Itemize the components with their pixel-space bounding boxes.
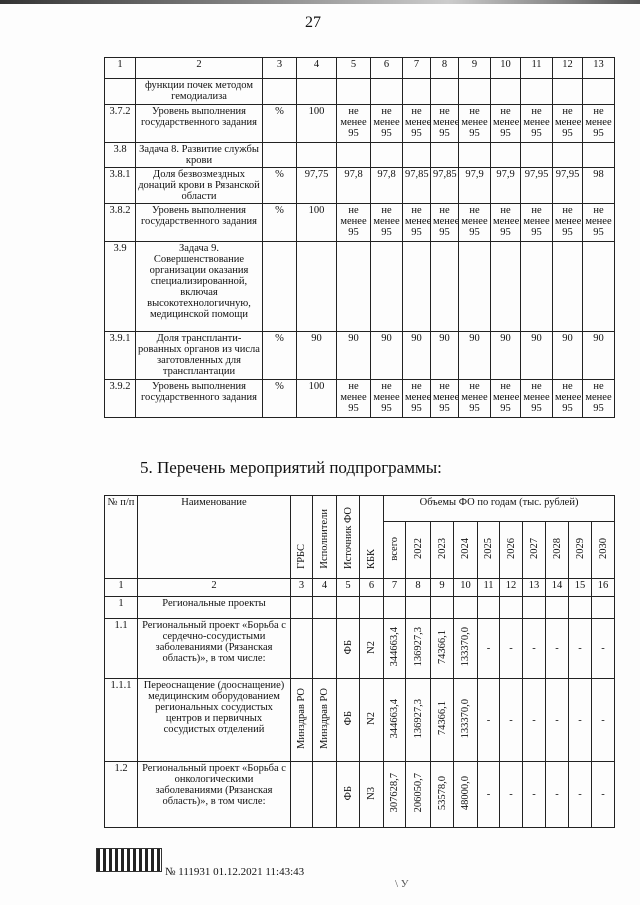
table-cell: - [478, 619, 500, 679]
table-cell: 98 [583, 168, 615, 204]
column-number: 6 [360, 579, 384, 597]
table-cell [263, 79, 297, 105]
table-cell: 3.9.1 [105, 332, 136, 380]
table-cell [371, 143, 403, 168]
table-cell: ФБ [342, 785, 354, 801]
column-number: 3 [263, 58, 297, 79]
column-numbers-row [105, 579, 615, 597]
table-cell: 1 [105, 597, 138, 619]
activity-name: Региональный проект «Борьба с сердечно-сосудистыми заболеваниями (Рязанская область)», в том числе: [138, 619, 291, 679]
table-cell: ФБ [342, 639, 354, 655]
table-cell [431, 597, 454, 619]
table-cell: 90 [459, 332, 491, 380]
column-number: 13 [583, 58, 615, 79]
year-header: 2022 [412, 538, 424, 559]
column-number: 4 [297, 58, 337, 79]
activity-name: Региональные проекты [138, 597, 291, 619]
column-number: 7 [403, 58, 431, 79]
table-cell [371, 242, 403, 332]
table-cell [337, 597, 360, 619]
year-header: 2023 [436, 538, 448, 559]
table-cell: % [263, 332, 297, 380]
table-cell: - [478, 762, 500, 828]
table-cell: N2 [366, 640, 377, 654]
table-cell [337, 143, 371, 168]
table-cell: не менее 95 [337, 380, 371, 418]
column-number: 14 [546, 579, 569, 597]
table-cell: не менее 95 [521, 204, 553, 242]
table-cell: не менее 95 [553, 204, 583, 242]
table-cell [569, 597, 592, 619]
table-cell: 97,95 [521, 168, 553, 204]
table-cell: не менее 95 [459, 380, 491, 418]
table-cell [313, 597, 337, 619]
table-cell [297, 242, 337, 332]
table-cell: не менее 95 [459, 204, 491, 242]
column-number: 5 [337, 579, 360, 597]
table-cell [459, 79, 491, 105]
table-cell: не менее 95 [431, 105, 459, 143]
column-number: 6 [371, 58, 403, 79]
table-cell [454, 597, 478, 619]
table-cell: не менее 95 [553, 380, 583, 418]
table-cell: - [478, 679, 500, 762]
table-cell [291, 762, 313, 828]
table-cell: 74366,1 [436, 701, 448, 736]
table-cell: 90 [583, 332, 615, 380]
table-cell: ФБ [342, 711, 354, 726]
year-header: 2029 [574, 538, 586, 559]
column-number: 3 [291, 579, 313, 597]
indicator-name: Задача 9. Совершенствование организации оказания специализированной, включая высокотехнологичную, медицинской помощи [136, 242, 263, 332]
table-cell [263, 143, 297, 168]
table-cell: не менее 95 [431, 204, 459, 242]
column-number: 10 [491, 58, 521, 79]
year-header: 2025 [483, 538, 494, 559]
column-number: 5 [337, 58, 371, 79]
column-number: 9 [459, 58, 491, 79]
table-row [105, 204, 615, 242]
table-cell: - [569, 619, 592, 679]
table-cell: не менее 95 [521, 380, 553, 418]
page-number: 27 [305, 14, 321, 31]
table-cell: % [263, 204, 297, 242]
table-cell [313, 619, 337, 679]
table-cell [403, 79, 431, 105]
table-cell: Минздрав РО [319, 688, 330, 749]
table-cell [431, 143, 459, 168]
header-number: № п/п [105, 496, 138, 579]
table-cell: не менее 95 [583, 204, 615, 242]
table-cell [583, 143, 615, 168]
column-number: 1 [105, 58, 136, 79]
table-cell: Минздрав РО [296, 688, 307, 749]
column-number: 10 [454, 579, 478, 597]
table-cell: - [569, 762, 592, 828]
table-row [105, 168, 615, 204]
table-cell: N3 [366, 786, 377, 800]
table-cell: 3.9 [105, 242, 136, 332]
table-cell: не менее 95 [521, 105, 553, 143]
table-cell [360, 597, 384, 619]
table-cell: 90 [431, 332, 459, 380]
indicator-name: функции почек методом гемодиализа [136, 79, 263, 105]
table-cell: 3.8.2 [105, 204, 136, 242]
table-cell [403, 143, 431, 168]
table-cell: 97,9 [459, 168, 491, 204]
year-header: 2028 [551, 538, 563, 559]
table-cell: не менее 95 [403, 105, 431, 143]
table-row [105, 332, 615, 380]
year-header: 2027 [528, 538, 540, 559]
table-cell: - [592, 619, 615, 679]
table-cell: 3.9.2 [105, 380, 136, 418]
table-cell [337, 242, 371, 332]
table-cell [478, 597, 500, 619]
table-cell [553, 143, 583, 168]
header-volumes: Объемы ФО по годам (тыс. рублей) [384, 496, 615, 522]
table-cell: 1.1 [105, 619, 138, 679]
header-name: Наименование [138, 496, 291, 579]
table-cell [459, 242, 491, 332]
year-header: всего [389, 536, 400, 561]
table-cell [523, 597, 546, 619]
table-row [105, 79, 615, 105]
table-cell: 206050,7 [412, 773, 424, 813]
column-number: 15 [569, 579, 592, 597]
table-cell [521, 79, 553, 105]
table-row [105, 242, 615, 332]
table-cell: - [546, 679, 569, 762]
column-number: 8 [406, 579, 431, 597]
year-header: 2026 [505, 538, 517, 559]
table-cell [583, 79, 615, 105]
table-cell: 307628,7 [389, 773, 400, 813]
activity-name: Переоснащение (дооснащение) медицинским оборудованием региональных сосудистых центров и первичных сосудистых отделений [138, 679, 291, 762]
table-row [105, 679, 615, 762]
table-cell: 90 [521, 332, 553, 380]
table-cell: не менее 95 [459, 105, 491, 143]
header-executors: Исполнители [319, 509, 330, 569]
table-cell [431, 79, 459, 105]
table-cell: - [546, 762, 569, 828]
table-cell [297, 143, 337, 168]
table-cell [459, 143, 491, 168]
table-cell: не менее 95 [491, 105, 521, 143]
table-cell: - [592, 679, 615, 762]
table-cell [553, 242, 583, 332]
indicator-name: Уровень выполнения государственного задания [136, 204, 263, 242]
header-source: Источник ФО [342, 507, 354, 569]
header-kbk: КБК [366, 548, 377, 569]
table-cell [406, 597, 431, 619]
table-cell [491, 143, 521, 168]
table-cell [583, 242, 615, 332]
table-cell [337, 79, 371, 105]
table-row [105, 380, 615, 418]
table-cell: 90 [297, 332, 337, 380]
column-number: 9 [431, 579, 454, 597]
table-cell: 97,8 [371, 168, 403, 204]
table-cell: 344663,4 [389, 698, 400, 739]
indicators-table [104, 57, 615, 418]
table-cell: - [500, 762, 523, 828]
indicator-name: Уровень выполнения государственного задания [136, 380, 263, 418]
table-cell: 1.1.1 [105, 679, 138, 762]
table-cell: 48000,0 [460, 775, 471, 811]
table-cell [491, 79, 521, 105]
table-cell: 1.2 [105, 762, 138, 828]
table-cell: не менее 95 [371, 380, 403, 418]
table-cell: 3.8.1 [105, 168, 136, 204]
table-cell: 74366,1 [436, 629, 448, 665]
table-cell: - [569, 679, 592, 762]
table-cell: 97,85 [403, 168, 431, 204]
indicator-name: Доля транспланти-рованных органов из числа заготовленных для трансплантации [136, 332, 263, 380]
table-cell: 100 [297, 204, 337, 242]
table-cell: 90 [337, 332, 371, 380]
table-cell: не менее 95 [583, 380, 615, 418]
table-cell: 133370,0 [460, 698, 471, 739]
table-cell: 97,75 [297, 168, 337, 204]
table-row [105, 143, 615, 168]
header-grbs: ГРБС [296, 544, 307, 569]
table-cell: 90 [553, 332, 583, 380]
table-cell: - [523, 762, 546, 828]
table-cell: % [263, 105, 297, 143]
column-number: 11 [478, 579, 500, 597]
table-row [105, 762, 615, 828]
table-cell [403, 242, 431, 332]
table-cell [521, 143, 553, 168]
table-cell: не менее 95 [337, 204, 371, 242]
column-number: 2 [138, 579, 291, 597]
scan-mark: \ У [395, 878, 409, 890]
activity-name: Региональный проект «Борьба с онкологическими заболеваниями (Рязанская область)», в том числе: [138, 762, 291, 828]
table-cell: % [263, 380, 297, 418]
table-cell: 3.7.2 [105, 105, 136, 143]
table-cell: N2 [366, 712, 377, 725]
column-number: 8 [431, 58, 459, 79]
table-cell: не менее 95 [491, 380, 521, 418]
table-cell: 53578,0 [436, 775, 448, 811]
table-cell: 136927,3 [412, 627, 424, 667]
registration-stamp: № 111931 01.12.2021 11:43:43 [165, 866, 305, 878]
header-row [105, 58, 615, 79]
table-cell: 90 [403, 332, 431, 380]
table-cell: 97,95 [553, 168, 583, 204]
table-cell: 90 [371, 332, 403, 380]
table-cell: не менее 95 [583, 105, 615, 143]
table-cell: 97,85 [431, 168, 459, 204]
column-number: 7 [384, 579, 406, 597]
table-cell [384, 597, 406, 619]
column-number: 12 [500, 579, 523, 597]
table-cell: не менее 95 [403, 204, 431, 242]
table-cell [491, 242, 521, 332]
table-row [105, 105, 615, 143]
table-cell: - [500, 679, 523, 762]
indicator-name: Уровень выполнения государственного задания [136, 105, 263, 143]
column-number: 12 [553, 58, 583, 79]
scan-edge [0, 0, 640, 4]
column-number: 4 [313, 579, 337, 597]
column-number: 1 [105, 579, 138, 597]
table-cell: 100 [297, 105, 337, 143]
emblem-logo [96, 848, 162, 872]
table-cell: % [263, 168, 297, 204]
table-cell [297, 79, 337, 105]
table-row [105, 597, 615, 619]
table-cell: не менее 95 [553, 105, 583, 143]
table-cell: 97,8 [337, 168, 371, 204]
table-cell: 133370,0 [460, 627, 471, 667]
table-cell: 97,9 [491, 168, 521, 204]
year-header: 2024 [460, 538, 471, 559]
table-cell: не менее 95 [491, 204, 521, 242]
table-cell: 344663,4 [389, 627, 400, 667]
column-number: 13 [523, 579, 546, 597]
table-cell: 100 [297, 380, 337, 418]
table-cell [546, 597, 569, 619]
table-cell: 136927,3 [412, 698, 424, 739]
table-cell: - [523, 679, 546, 762]
table-cell [521, 242, 553, 332]
table-cell: не менее 95 [403, 380, 431, 418]
column-number: 2 [136, 58, 263, 79]
year-header: 2030 [597, 538, 609, 559]
table-cell: 90 [491, 332, 521, 380]
table-cell [291, 597, 313, 619]
activities-table [104, 495, 615, 828]
table-row [105, 619, 615, 679]
table-cell: не менее 95 [371, 204, 403, 242]
indicator-name: Доля безвозмездных донаций крови в Рязанской области [136, 168, 263, 204]
table-cell [291, 619, 313, 679]
section-title: 5. Перечень мероприятий подпрограммы: [140, 458, 442, 477]
table-cell: - [592, 762, 615, 828]
table-cell [592, 597, 615, 619]
table-cell: 3.8 [105, 143, 136, 168]
table-cell: не менее 95 [431, 380, 459, 418]
table-cell: не менее 95 [371, 105, 403, 143]
table-cell [371, 79, 403, 105]
table-cell [105, 79, 136, 105]
table-cell: не менее 95 [337, 105, 371, 143]
table-cell [431, 242, 459, 332]
table-cell [500, 597, 523, 619]
table-cell [313, 762, 337, 828]
table-cell: - [523, 619, 546, 679]
table-cell [553, 79, 583, 105]
column-number: 11 [521, 58, 553, 79]
table-cell: - [546, 619, 569, 679]
table-cell: - [500, 619, 523, 679]
indicator-name: Задача 8. Развитие службы крови [136, 143, 263, 168]
table-cell [263, 242, 297, 332]
column-number: 16 [592, 579, 615, 597]
